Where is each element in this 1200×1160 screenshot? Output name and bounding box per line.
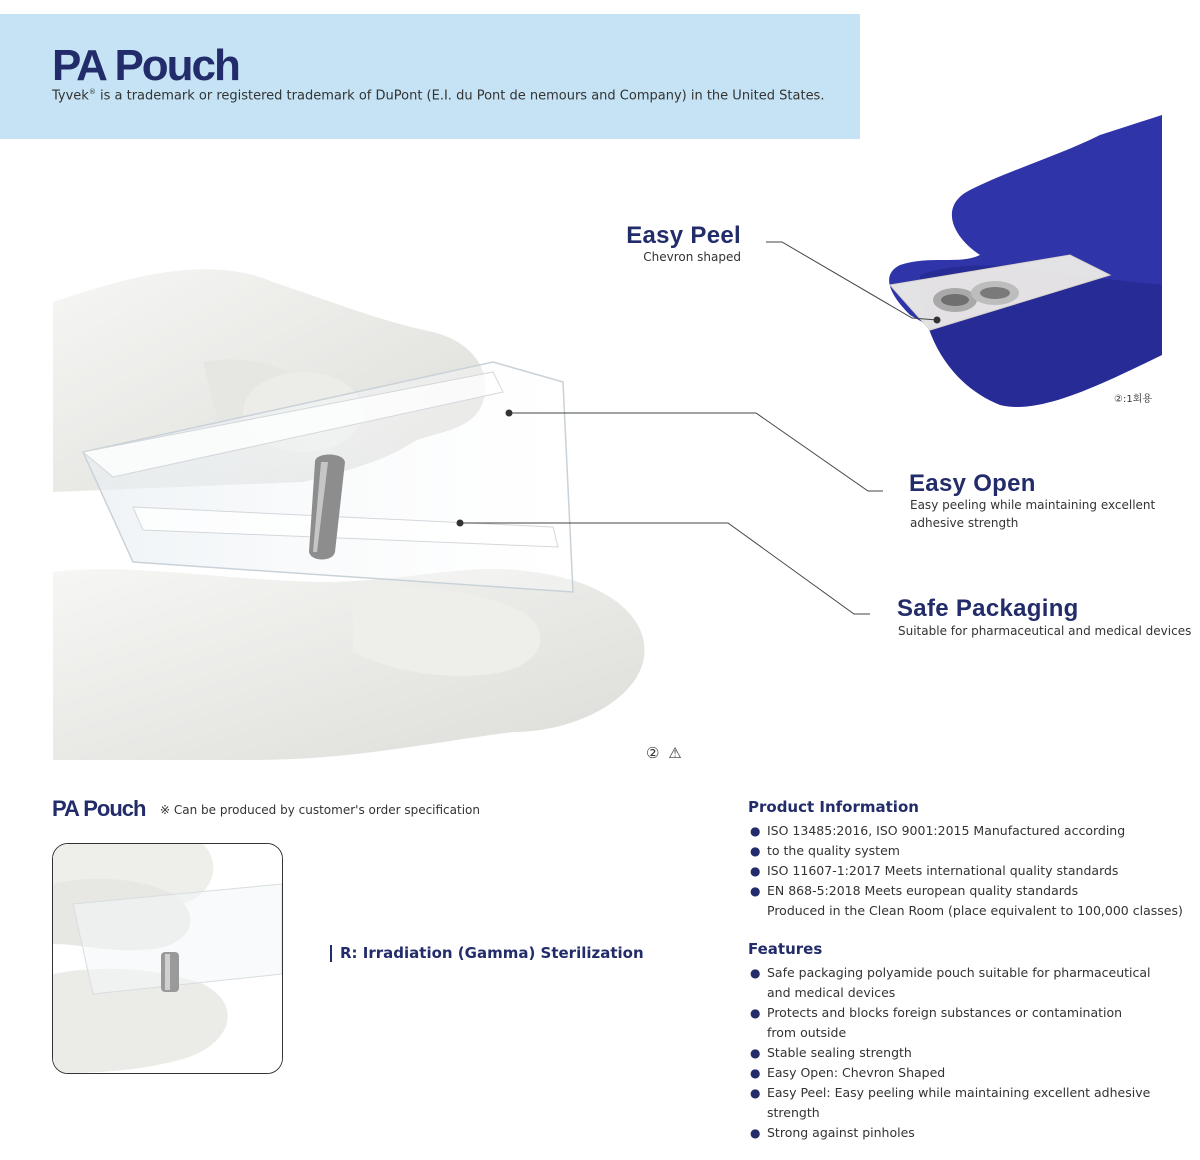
registered-mark: ® xyxy=(88,88,96,96)
features-list xyxy=(748,963,1188,1143)
list-item xyxy=(748,861,1188,881)
callout-safe-packaging-desc: Suitable for pharmaceutical and medical devices xyxy=(898,624,1192,638)
bullet-icon: ● xyxy=(750,824,761,838)
bullet-icon: ● xyxy=(750,1126,761,1140)
tyvek-name: Tyvek xyxy=(52,88,89,104)
blue-glove-photo xyxy=(870,115,1162,410)
list-item-text: EN 868-5:2018 Meets european quality standards xyxy=(767,883,1079,898)
list-item-continuation xyxy=(748,1103,1188,1123)
product-info-heading: Product Information xyxy=(748,798,919,816)
hero-symbol-marks: ② ⚠ xyxy=(646,744,684,762)
callout-easy-peel-desc: Chevron shaped xyxy=(643,250,741,264)
list-item-text: strength xyxy=(767,1105,820,1120)
list-item-text: ISO 13485:2016, ISO 9001:2015 Manufactured according xyxy=(767,823,1126,838)
list-item-text: from outside xyxy=(767,1025,847,1040)
callout-easy-open-desc xyxy=(910,496,1155,532)
list-item xyxy=(748,881,1188,901)
list-item xyxy=(748,841,1188,861)
list-item-text: ISO 11607-1:2017 Meets international quality standards xyxy=(767,863,1119,878)
callout-easy-peel-title: Easy Peel xyxy=(626,222,741,249)
customer-spec-note: ※ Can be produced by customer's order specification xyxy=(160,803,480,817)
hero-photo-white-gloves xyxy=(53,262,673,760)
callout-easy-open-desc-line1: Easy peeling while maintaining excellent xyxy=(910,498,1156,512)
section-title: PA Pouch xyxy=(52,796,146,821)
features-heading: Features xyxy=(748,940,823,958)
trademark-text: is a trademark or registered trademark of DuPont (E.I. du Pont de nemours and Company) in the United States. xyxy=(95,88,825,104)
list-item-continuation xyxy=(748,901,1188,921)
list-item-text: Protects and blocks foreign substances or contamination xyxy=(767,1005,1123,1020)
trademark-notice xyxy=(52,88,824,103)
list-item xyxy=(748,1043,1188,1063)
bullet-icon: ● xyxy=(750,864,761,878)
bullet-icon: ● xyxy=(750,1066,761,1080)
list-item-text: and medical devices xyxy=(767,985,896,1000)
blue-glove-illustration xyxy=(870,115,1162,410)
callout-safe-packaging-title: Safe Packaging xyxy=(897,595,1079,622)
bullet-icon: ● xyxy=(750,1086,761,1100)
list-item-text: Easy Open: Chevron Shaped xyxy=(767,1065,946,1080)
list-item-text: Stable sealing strength xyxy=(767,1045,912,1060)
sterilization-label: R: Irradiation (Gamma) Sterilization xyxy=(330,945,644,962)
list-item xyxy=(748,1123,1188,1143)
product-info-list xyxy=(748,821,1188,921)
list-item-text: Safe packaging polyamide pouch suitable for pharmaceutical xyxy=(767,965,1151,980)
list-item-continuation xyxy=(748,1023,1188,1043)
bullet-icon: ● xyxy=(750,966,761,980)
product-thumbnail xyxy=(52,843,283,1074)
thumbnail-illustration xyxy=(53,844,282,1073)
list-item xyxy=(748,1003,1188,1023)
list-item xyxy=(748,1063,1188,1083)
list-item-text: Produced in the Clean Room (place equivalent to 100,000 classes) xyxy=(767,903,1183,918)
bullet-icon: ● xyxy=(750,1046,761,1060)
callout-easy-open-title: Easy Open xyxy=(909,470,1036,497)
bullet-icon: ● xyxy=(750,844,761,858)
callout-easy-open-desc-line2: adhesive strength xyxy=(910,516,1019,530)
list-item xyxy=(748,821,1188,841)
hero-illustration xyxy=(53,262,673,760)
list-item xyxy=(748,1083,1188,1103)
single-use-symbol: ②:1회용 xyxy=(1114,394,1153,405)
page-title: PA Pouch xyxy=(52,41,239,90)
list-item-text: to the quality system xyxy=(767,843,900,858)
list-item-text: Strong against pinholes xyxy=(767,1125,915,1140)
bullet-icon: ● xyxy=(750,884,761,898)
list-item-continuation xyxy=(748,983,1188,1003)
list-item-text: Easy Peel: Easy peeling while maintaining excellent adhesive xyxy=(767,1085,1151,1100)
bullet-icon: ● xyxy=(750,1006,761,1020)
list-item xyxy=(748,963,1188,983)
